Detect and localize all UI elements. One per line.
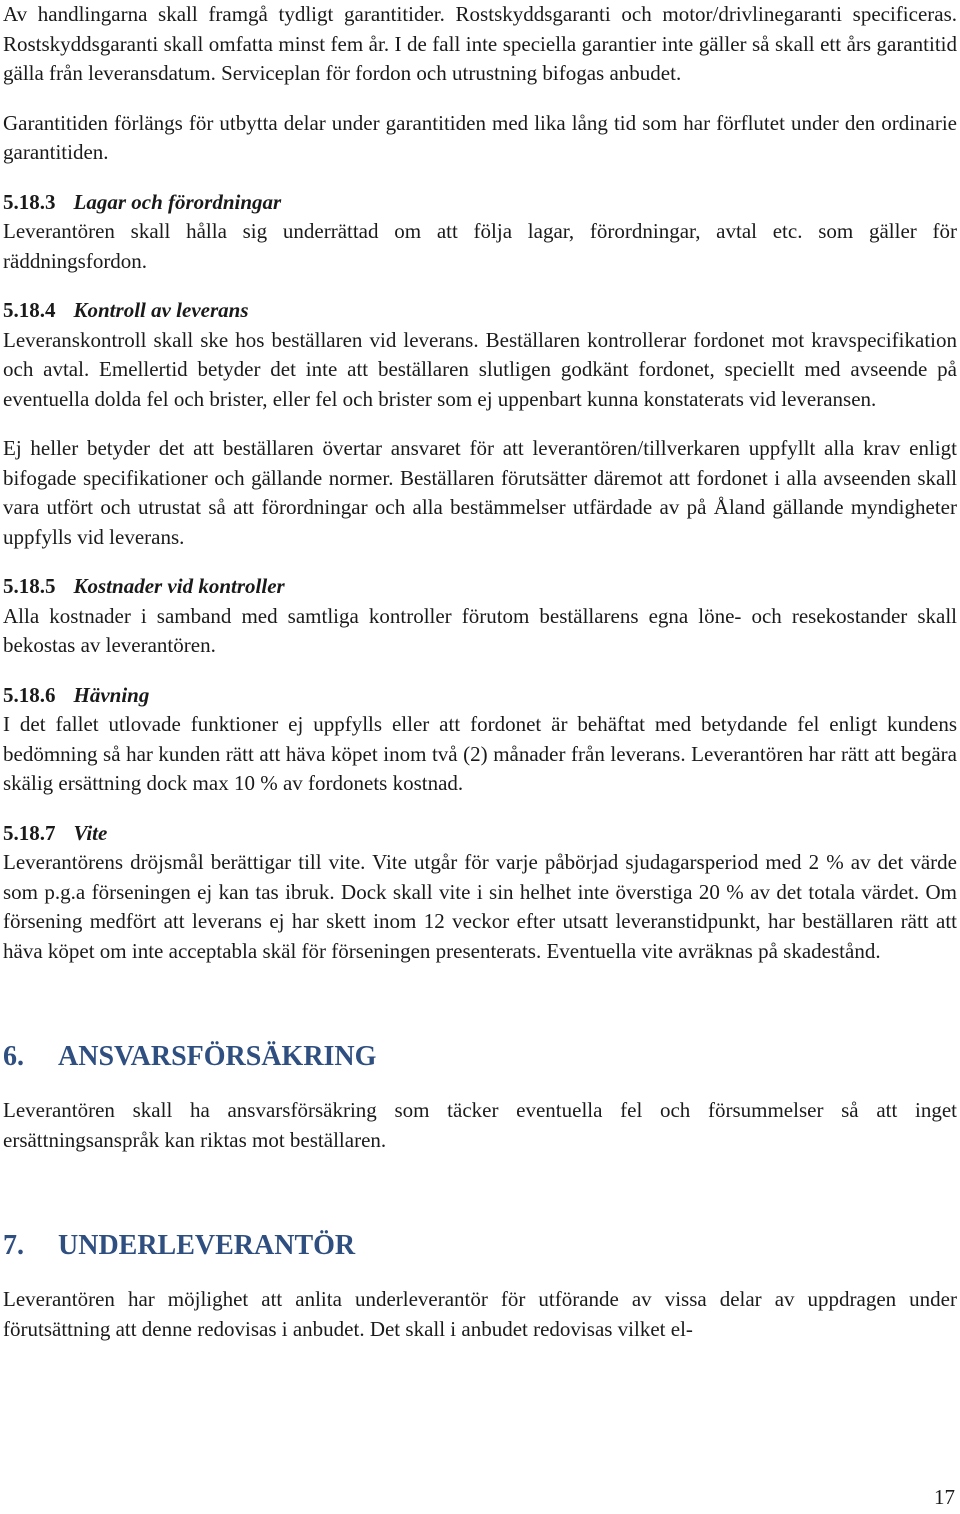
section-5-18-6 [3,681,957,799]
section-number: 5.18.5 [3,574,56,598]
page-number: 17 [934,1485,955,1509]
paragraph-warranty: Av handlingarna skall framgå tydligt garantitider. Rostskyddsgaranti och motor/drivlinegaranti specificeras. Rostskyddsgaranti skall omfatta minst fem år. I de fall inte speciella garantier inte gäller så skall ett års garantitid gälla från leveransdatum. Serviceplan för fordon och utrustning bifogas anbudet. [3,2,957,85]
section-paragraph: Leverantören skall hålla sig underrättad om att följa lagar, förordningar, avtal etc. som gäller för räddningsfordon. [3,219,957,273]
section-heading [3,572,957,602]
section-5-18-4 [3,296,957,552]
chapter-paragraph: Leverantören skall ha ansvarsförsäkring som täcker eventuella fel och försummelser så att inget ersättningsanspråk kan riktas mot beställaren. [3,1098,957,1152]
section-heading [3,296,957,326]
section-title: Kostnader vid kontroller [73,574,285,598]
section-title: Kontroll av leverans [73,298,249,322]
section-number: 5.18.6 [3,682,56,707]
section-number: 5.18.7 [3,820,56,845]
paragraph-warranty-extension: Garantitiden förlängs för utbytta delar under garantitiden med lika lång tid som har förflutet under den ordinarie garantitiden. [3,110,957,164]
section-5-18-5 [3,572,957,661]
chapter-number: 7. [3,1230,24,1261]
chapter-number: 6. [3,1041,24,1072]
chapter-paragraph: Leverantören har möjlighet att anlita underleverantör för utförande av vissa delar av uppdragen under förutsättning att denne redovisas i anbudet. Det skall i anbudet redovisas vilket el- [3,1287,957,1341]
section-paragraph: Leveranskontroll skall ske hos beställaren vid leverans. Beställaren kontrollerar fordonet mot kravspecifikation och avtal. Emellertid betyder det inte att beställaren slutligen godkänt fordonet, speciellt med avseende på eventuella dolda fel och brister, eller fel och brister som ej uppenbart kunna konstaterats vid leveransen. [3,327,957,411]
section-title: Vite [73,820,108,845]
section-paragraph: I det fallet utlovade funktioner ej uppfylls eller att fordonet är behäftat med betydande fel enligt kundens bedömning så har kunden rätt att häva köpet inom två (2) månader från leverans. Leverantören har rätt att begära skälig ersättning dock max 10 % av fordonets kostnad. [3,712,957,795]
chapter-heading [3,1229,957,1263]
section-paragraph: Ej heller betyder det att beställaren övertar ansvaret för att leverantören/tillverkaren uppfyllt alla krav enligt bifogade specifikationer och gällande normer. Beställaren förutsätter däremot att fordonet i alla avseenden skall vara utfört och utrustat så att förordningar och alla bestämmelser utfärdade av på Åland gällande myndigheter uppfylls vid leverans. [3,436,957,549]
section-paragraph: Alla kostnader i samband med samtliga kontroller förutom beställarens egna löne- och resekostander skall bekostas av leverantören. [3,603,957,657]
chapter-title: UNDERLEVERANTÖR [58,1230,356,1261]
chapter-title: ANSVARSFÖRSÄKRING [58,1041,377,1072]
section-5-18-7 [3,819,957,967]
section-heading [3,188,957,218]
section-title: Hävning [73,682,150,707]
chapter-heading [3,1040,957,1074]
section-number: 5.18.3 [3,189,56,214]
section-number: 5.18.4 [3,298,56,322]
document-page [3,0,957,1344]
section-heading [3,819,957,849]
section-paragraph: Leverantörens dröjsmål berättigar till vite. Vite utgår för varje påbörjad sjudagarsperiod med 2 % av det värde som p.g.a förseningen ej kan tas ibruk. Dock skall vite i sin helhet inte överstiga 20 % av det totala värdet. Om försening medfört att leverans ej har skett inom 12 veckor efter utsatt leveranstidpunkt, har beställaren rätt att häva köpet om inte acceptabla skäl för förseningen presenterats. Eventuella vite avräknas på skadestånd. [3,850,957,963]
section-title: Lagar och förordningar [73,189,282,214]
chapter-6 [3,1040,957,1155]
section-heading [3,681,957,711]
section-5-18-3 [3,188,957,277]
chapter-7 [3,1229,957,1344]
